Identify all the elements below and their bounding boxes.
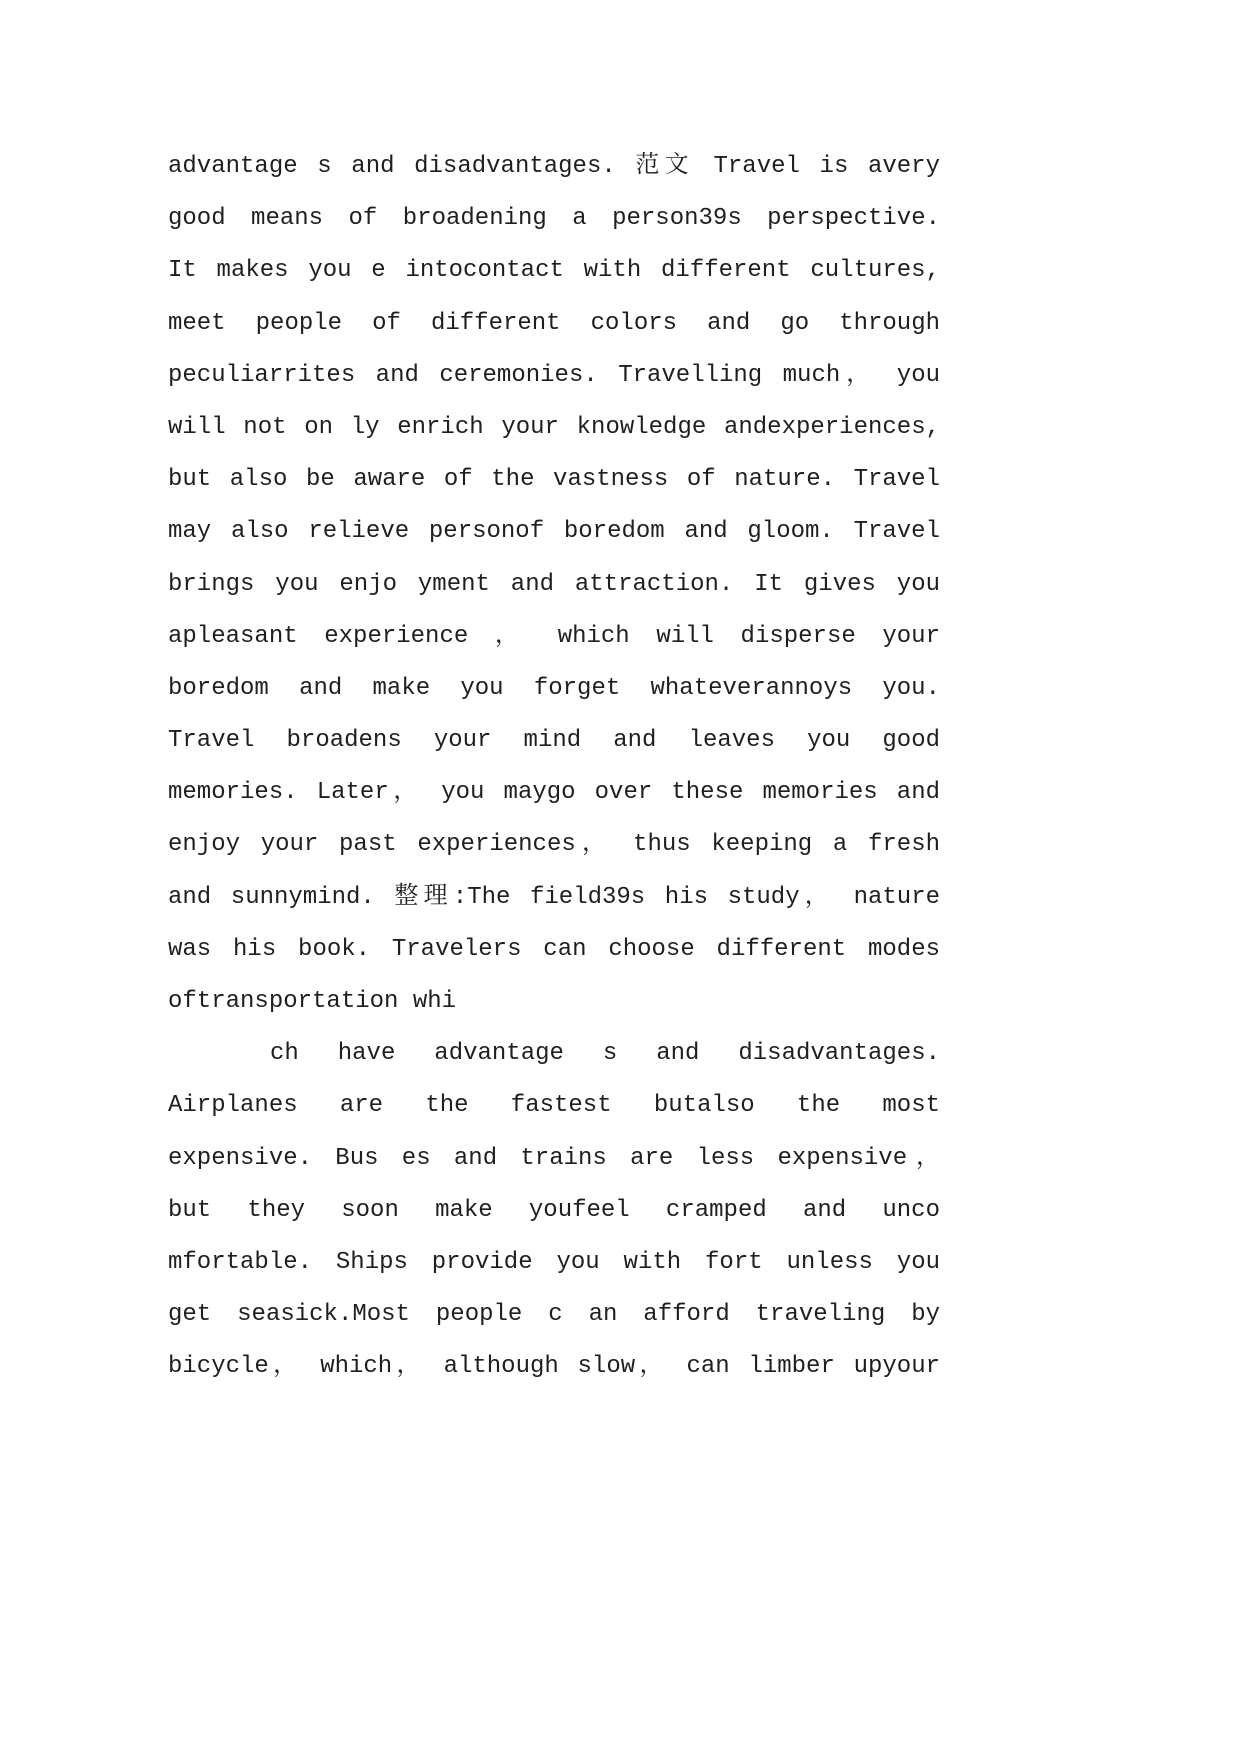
text-line: expensive. Bus es and trains are less expensive， bbox=[168, 1144, 940, 1172]
text-line: Travel broadens your mind and leaves you good bbox=[168, 727, 940, 755]
text-line: apleasant experience ， which will disperse your bbox=[168, 622, 940, 650]
text-line: meet people of different colors and go through bbox=[168, 309, 940, 337]
text-line: bicycle， which， although slow， can limber upyour bbox=[168, 1353, 940, 1381]
paragraph-2 bbox=[168, 1028, 940, 1393]
text-line: good means of broadening a person39s perspective. bbox=[168, 205, 940, 233]
text-line: oftransportation whi bbox=[168, 988, 457, 1015]
text-line: It makes you e intocontact with different cultures, bbox=[168, 257, 940, 285]
text-line: will not on ly enrich your knowledge andexperiences, bbox=[168, 413, 940, 441]
text-line: mfortable. Ships provide you with fort unless you bbox=[168, 1248, 940, 1276]
body-text bbox=[168, 141, 940, 1394]
text-line: brings you enjo yment and attraction. It gives you bbox=[168, 570, 940, 598]
text-line: was his book. Travelers can choose different modes bbox=[168, 935, 940, 963]
text-line: ch have advantage s and disadvantages. bbox=[270, 1040, 940, 1068]
text-line: but they soon make youfeel cramped and unco bbox=[168, 1196, 940, 1224]
text-line: memories. Later， you maygo over these memories and bbox=[168, 779, 940, 807]
text-line: boredom and make you forget whateverannoys you. bbox=[168, 674, 940, 702]
text-line: may also relieve personof boredom and gloom. Travel bbox=[168, 518, 940, 546]
text-line: enjoy your past experiences， thus keeping a fresh bbox=[168, 831, 940, 859]
text-line: get seasick.Most people c an afford traveling by bbox=[168, 1301, 940, 1329]
text-line: but also be aware of the vastness of nature. Travel bbox=[168, 466, 940, 494]
text-line: advantage s and disadvantages. 范文 Travel is avery bbox=[168, 153, 940, 180]
text-line: Airplanes are the fastest butalso the most bbox=[168, 1092, 940, 1120]
text-line: peculiarrites and ceremonies. Travelling much， you bbox=[168, 361, 940, 389]
paragraph-1 bbox=[168, 141, 940, 1028]
text-line: and sunnymind. 整理:The field39s his study， nature bbox=[168, 883, 940, 911]
